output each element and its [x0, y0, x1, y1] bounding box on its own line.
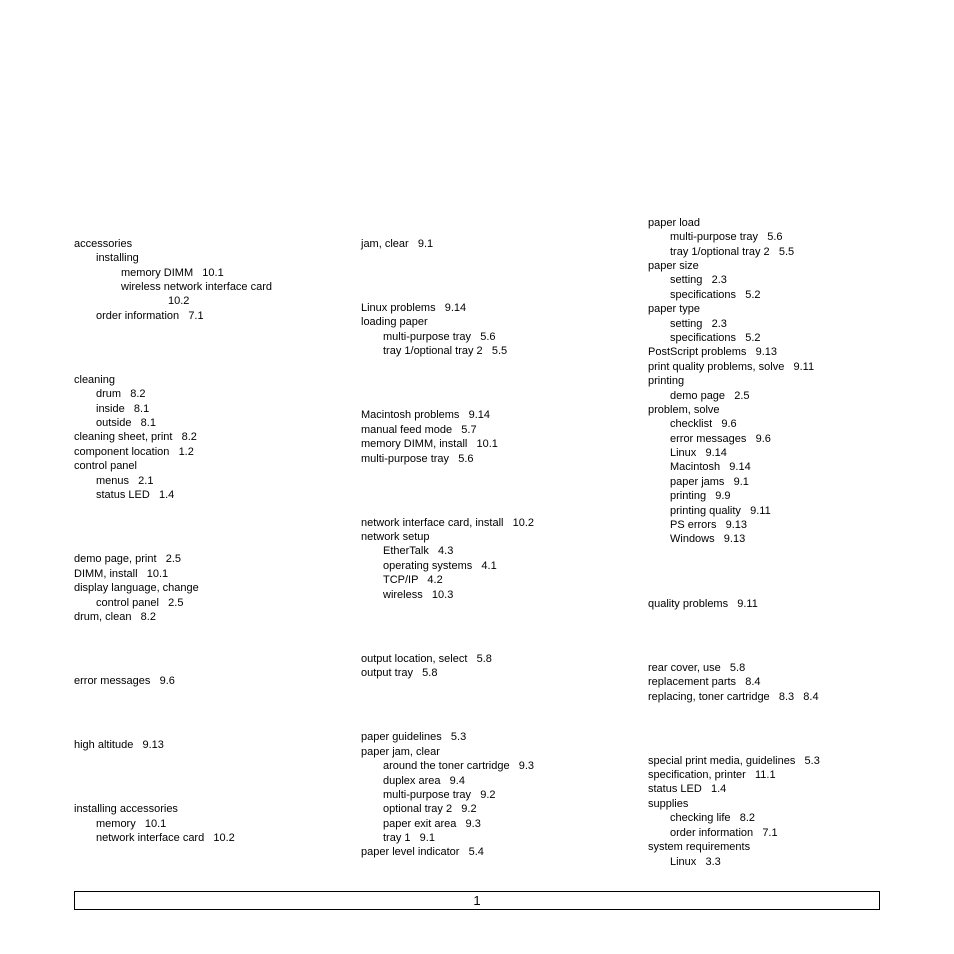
index-subentry: duplex area 9.4 — [383, 775, 465, 787]
index-entry: paper type — [648, 303, 700, 315]
index-entry: problem, solve — [648, 404, 720, 416]
index-entry: control panel — [74, 460, 137, 472]
index-entry: network setup — [361, 531, 430, 543]
index-entry: high altitude 9.13 — [74, 739, 164, 751]
index-entry: multi-purpose tray 5.6 — [361, 453, 474, 465]
index-entry: installing accessories — [74, 803, 178, 815]
index-entry: printing — [648, 375, 685, 387]
index-entry: loading paper — [361, 316, 428, 328]
page-footer — [74, 891, 880, 910]
index-entry: manual feed mode 5.7 — [361, 424, 477, 436]
index-entry: Linux problems 9.14 — [361, 302, 467, 314]
index-subentry: specifications 5.2 — [670, 289, 761, 301]
index-entry: accessories — [74, 238, 133, 250]
page-number: 1 — [473, 893, 481, 908]
index-entry: specification, printer 11.1 — [648, 769, 776, 781]
index-subentry: drum 8.2 — [96, 388, 146, 400]
index-entry: special print media, guidelines 5.3 — [648, 755, 820, 767]
index-subentry: installing — [96, 252, 139, 264]
index-subentry: EtherTalk 4.3 — [383, 545, 454, 557]
index-entry: quality problems 9.11 — [648, 598, 758, 610]
index-subentry: multi-purpose tray 5.6 — [670, 231, 783, 243]
index-entry: drum, clean 8.2 — [74, 611, 156, 623]
index-subentry: printing quality 9.11 — [670, 505, 771, 517]
index-subentry: TCP/IP 4.2 — [383, 574, 443, 586]
index-entry: display language, change — [74, 582, 199, 594]
index-subentry: status LED 1.4 — [96, 489, 175, 501]
index-subentry: tray 1/optional tray 2 5.5 — [670, 246, 795, 258]
index-subentry: inside 8.1 — [96, 403, 150, 415]
index-subentry: wireless network interface card — [121, 281, 273, 293]
index-subentry: wireless 10.3 — [383, 589, 454, 601]
index-subentry: control panel 2.5 — [96, 597, 184, 609]
index-subentry: printing 9.9 — [670, 490, 731, 502]
index-subentry: menus 2.1 — [96, 475, 154, 487]
index-entry: paper level indicator 5.4 — [361, 846, 484, 858]
index-subentry: Macintosh 9.14 — [670, 461, 751, 473]
index-subentry: operating systems 4.1 — [383, 560, 497, 572]
index-entry: supplies — [648, 798, 689, 810]
index-subentry: memory DIMM 10.1 — [121, 267, 224, 279]
index-entry: Macintosh problems 9.14 — [361, 409, 491, 421]
index-entry: cleaning — [74, 374, 115, 386]
index-subentry: PS errors 9.13 — [670, 519, 748, 531]
index-subentry: tray 1 9.1 — [383, 832, 435, 844]
index-entry: replacing, toner cartridge 8.3 8.4 — [648, 691, 819, 703]
index-subentry: checklist 9.6 — [670, 418, 737, 430]
index-subentry: specifications 5.2 — [670, 332, 761, 344]
index-entry: paper guidelines 5.3 — [361, 731, 467, 743]
index-entry: status LED 1.4 — [648, 783, 727, 795]
index-subentry: around the toner cartridge 9.3 — [383, 760, 535, 772]
index-entry: memory DIMM, install 10.1 — [361, 438, 498, 450]
index-subentry: error messages 9.6 — [670, 433, 771, 445]
index-subentry: Windows 9.13 — [670, 533, 746, 545]
index-subentry: checking life 8.2 — [670, 812, 755, 824]
index-entry: paper size — [648, 260, 699, 272]
index-subentry: outside 8.1 — [96, 417, 156, 429]
index-subentry: order information 7.1 — [96, 310, 204, 322]
index-entry: component location 1.2 — [74, 446, 194, 458]
index-subentry: order information 7.1 — [670, 827, 778, 839]
index-entry: replacement parts 8.4 — [648, 676, 761, 688]
index-subentry: 10.2 — [168, 295, 190, 307]
index-subentry: network interface card 10.2 — [96, 832, 235, 844]
index-subentry: demo page 2.5 — [670, 390, 750, 402]
index-entry: DIMM, install 10.1 — [74, 568, 169, 580]
index-subentry: setting 2.3 — [670, 318, 727, 330]
index-entry: print quality problems, solve 9.11 — [648, 361, 815, 373]
index-entry: PostScript problems 9.13 — [648, 346, 778, 358]
index-subentry: setting 2.3 — [670, 274, 727, 286]
index-subentry: multi-purpose tray 9.2 — [383, 789, 496, 801]
index-entry: rear cover, use 5.8 — [648, 662, 746, 674]
index-subentry: optional tray 2 9.2 — [383, 803, 477, 815]
index-subentry: Linux 9.14 — [670, 447, 727, 459]
index-subentry: paper exit area 9.3 — [383, 818, 481, 830]
index-entry: cleaning sheet, print 8.2 — [74, 431, 197, 443]
index-subentry: multi-purpose tray 5.6 — [383, 331, 496, 343]
index-subentry: paper jams 9.1 — [670, 476, 749, 488]
index-entry: paper jam, clear — [361, 746, 440, 758]
index-subentry: memory 10.1 — [96, 818, 167, 830]
index-entry: error messages 9.6 — [74, 675, 175, 687]
index-entry: output location, select 5.8 — [361, 653, 492, 665]
index-subentry: tray 1/optional tray 2 5.5 — [383, 345, 508, 357]
index-entry: jam, clear 9.1 — [361, 238, 434, 250]
index-entry: output tray 5.8 — [361, 667, 438, 679]
index-entry: system requirements — [648, 841, 751, 853]
index-entry: paper load — [648, 217, 700, 229]
index-entry: demo page, print 2.5 — [74, 553, 182, 565]
index-entry: network interface card, install 10.2 — [361, 517, 535, 529]
index-subentry: Linux 3.3 — [670, 856, 721, 868]
